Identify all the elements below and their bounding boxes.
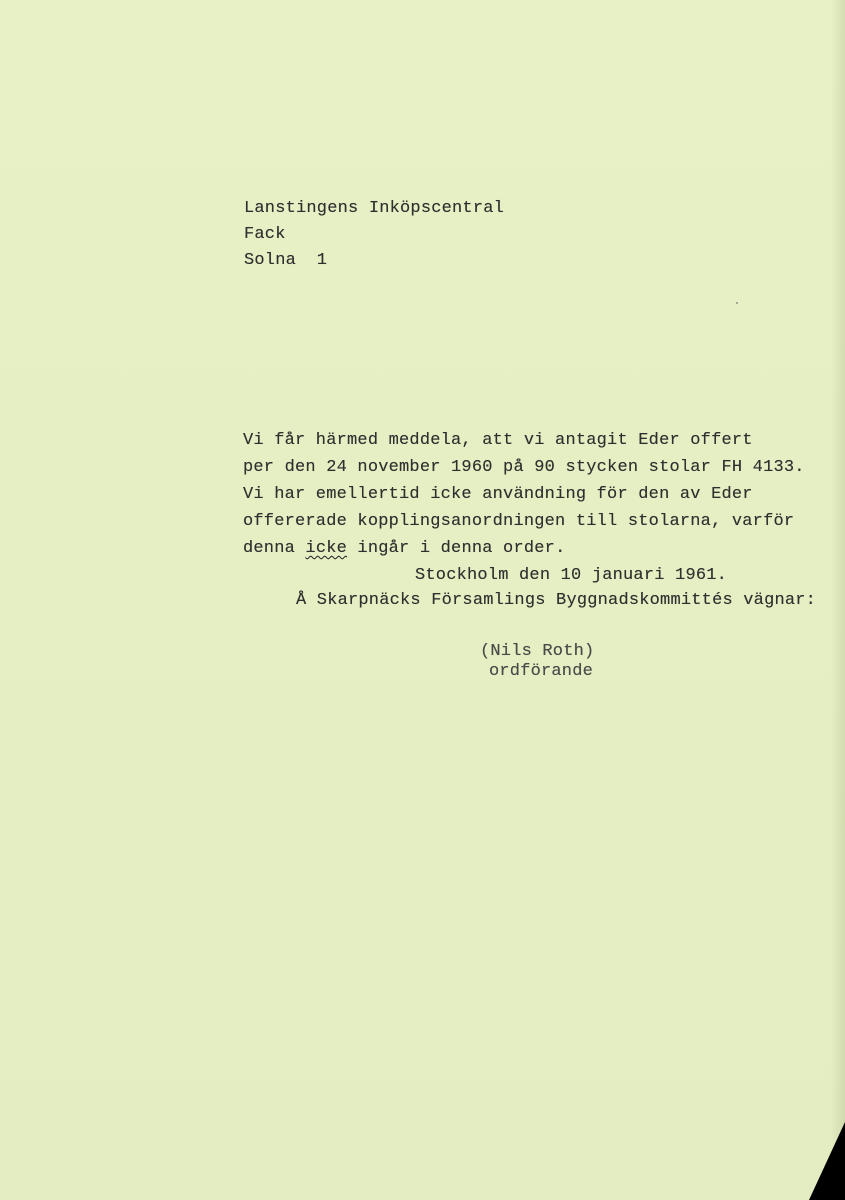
body-line: offererade kopplingsanordningen till stolarna, varför (243, 512, 795, 531)
recipient-name: Lanstingens Inköpscentral (244, 199, 505, 218)
page-corner-fold (809, 1122, 845, 1200)
paper-edge-shadow (831, 0, 845, 1200)
body-line: Vi får härmed meddela, att vi antagit Eder offert (243, 431, 753, 450)
underlined-word: icke (305, 539, 348, 558)
body-line-text: ingår i denna order. (347, 539, 566, 558)
body-line-text: denna (243, 539, 306, 558)
signatory-title: ordförande (489, 662, 594, 681)
body-line: Vi har emellertid icke användning för den av Eder (243, 485, 753, 504)
body-line: per den 24 november 1960 på 90 stycken stolar FH 4133. (243, 458, 805, 477)
body-line (243, 539, 565, 558)
recipient-mailbox: Fack (244, 225, 286, 244)
recipient-city: Solna 1 (244, 251, 328, 270)
committee-signoff: Å Skarpnäcks Församlings Byggnadskommittés vägnar: (296, 591, 817, 610)
place-and-date: Stockholm den 10 januari 1961. (415, 566, 728, 585)
paper-speck (736, 302, 738, 304)
signatory-name: (Nils Roth) (480, 642, 595, 661)
